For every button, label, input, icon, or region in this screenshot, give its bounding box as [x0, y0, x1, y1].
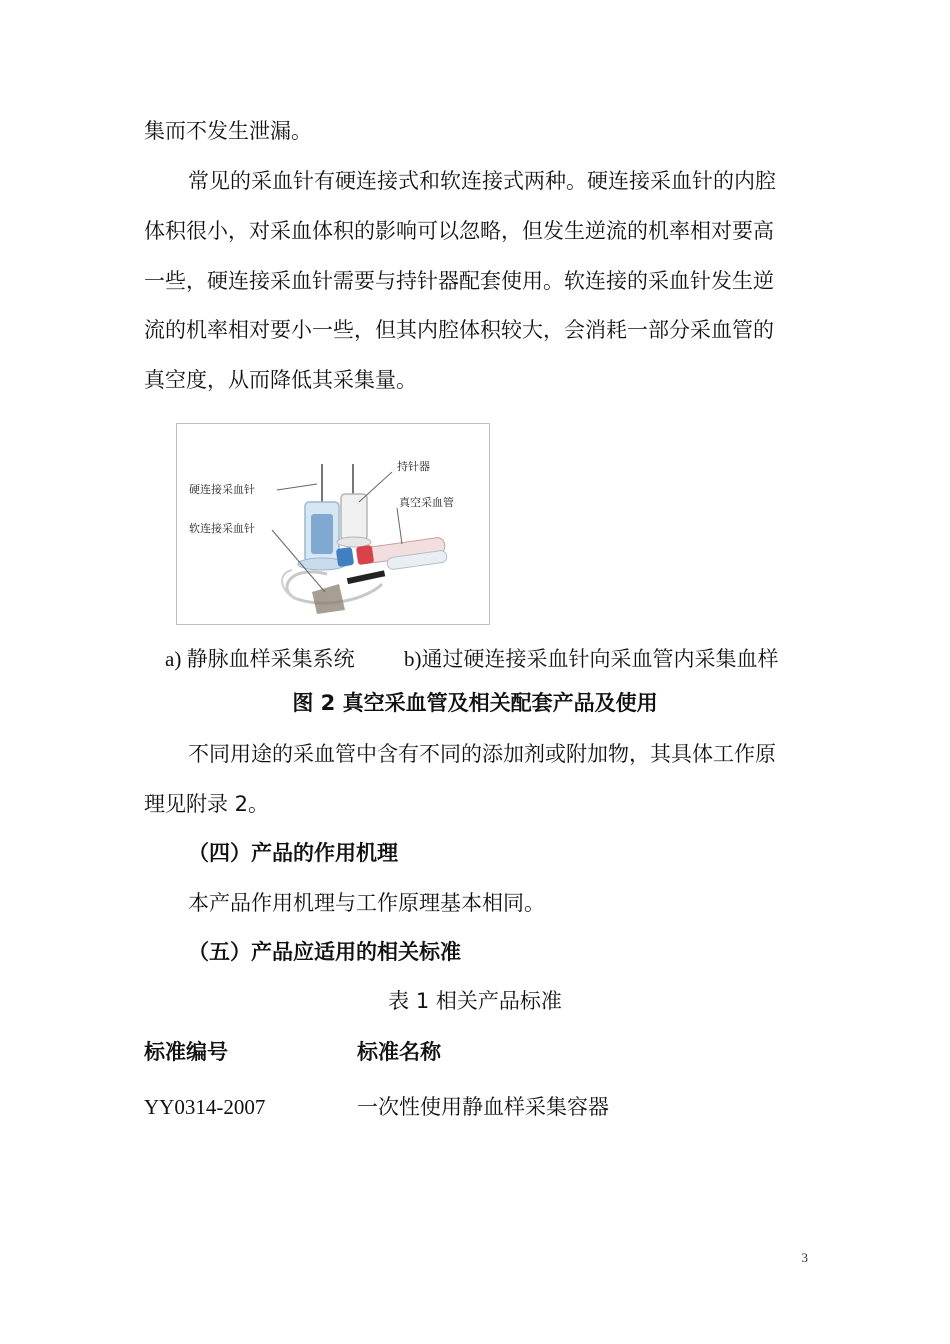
heading-section-5: （五）产品应适用的相关标准 — [188, 940, 461, 964]
label-holder: 持针器 — [397, 460, 430, 473]
table-cell-name: 一次性使用静血样采集容器 — [357, 1095, 609, 1119]
figure-title: 图 2 真空采血管及相关配套产品及使用 — [292, 691, 658, 715]
figure-image — [176, 423, 490, 625]
table-header-number: 标准编号 — [144, 1040, 228, 1064]
paragraph-2-line-4: 流的机率相对要小一些，但其内腔体积较大，会消耗一部分采血管的 — [144, 318, 774, 342]
paragraph-4: 本产品作用机理与工作原理基本相同。 — [188, 891, 545, 915]
figure-caption-b: b)通过硬连接采血针向采血管内采集血样 — [404, 647, 779, 671]
paragraph-2-line-3: 一些，硬连接采血针需要与持针器配套使用。软连接的采血针发生逆 — [144, 269, 774, 293]
paragraph-2-line-1: 常见的采血针有硬连接式和软连接式两种。硬连接采血针的内腔 — [188, 169, 776, 193]
paragraph-2-line-2: 体积很小，对采血体积的影响可以忽略，但发生逆流的机率相对要高 — [144, 219, 774, 243]
paragraph-2-line-5: 真空度，从而降低其采集量。 — [144, 368, 417, 392]
label-vacuum-tube: 真空采血管 — [399, 496, 454, 509]
label-soft-needle: 软连接采血针 — [189, 522, 255, 535]
paragraph-3-line-2: 理见附录 2。 — [144, 792, 270, 816]
table-header-name: 标准名称 — [357, 1040, 441, 1064]
paragraph-1-end: 集而不发生泄漏。 — [144, 119, 312, 143]
table-caption: 表 1 相关产品标准 — [388, 989, 562, 1013]
figure-caption-a: a) 静脉血样采集系统 — [165, 647, 355, 671]
table-cell-number: YY0314-2007 — [144, 1095, 266, 1119]
label-hard-needle: 硬连接采血针 — [189, 483, 255, 496]
page-number: 3 — [801, 1250, 808, 1265]
heading-section-4: （四）产品的作用机理 — [188, 841, 398, 865]
paragraph-3-line-1: 不同用途的采血管中含有不同的添加剂或附加物，其具体工作原 — [188, 742, 776, 766]
